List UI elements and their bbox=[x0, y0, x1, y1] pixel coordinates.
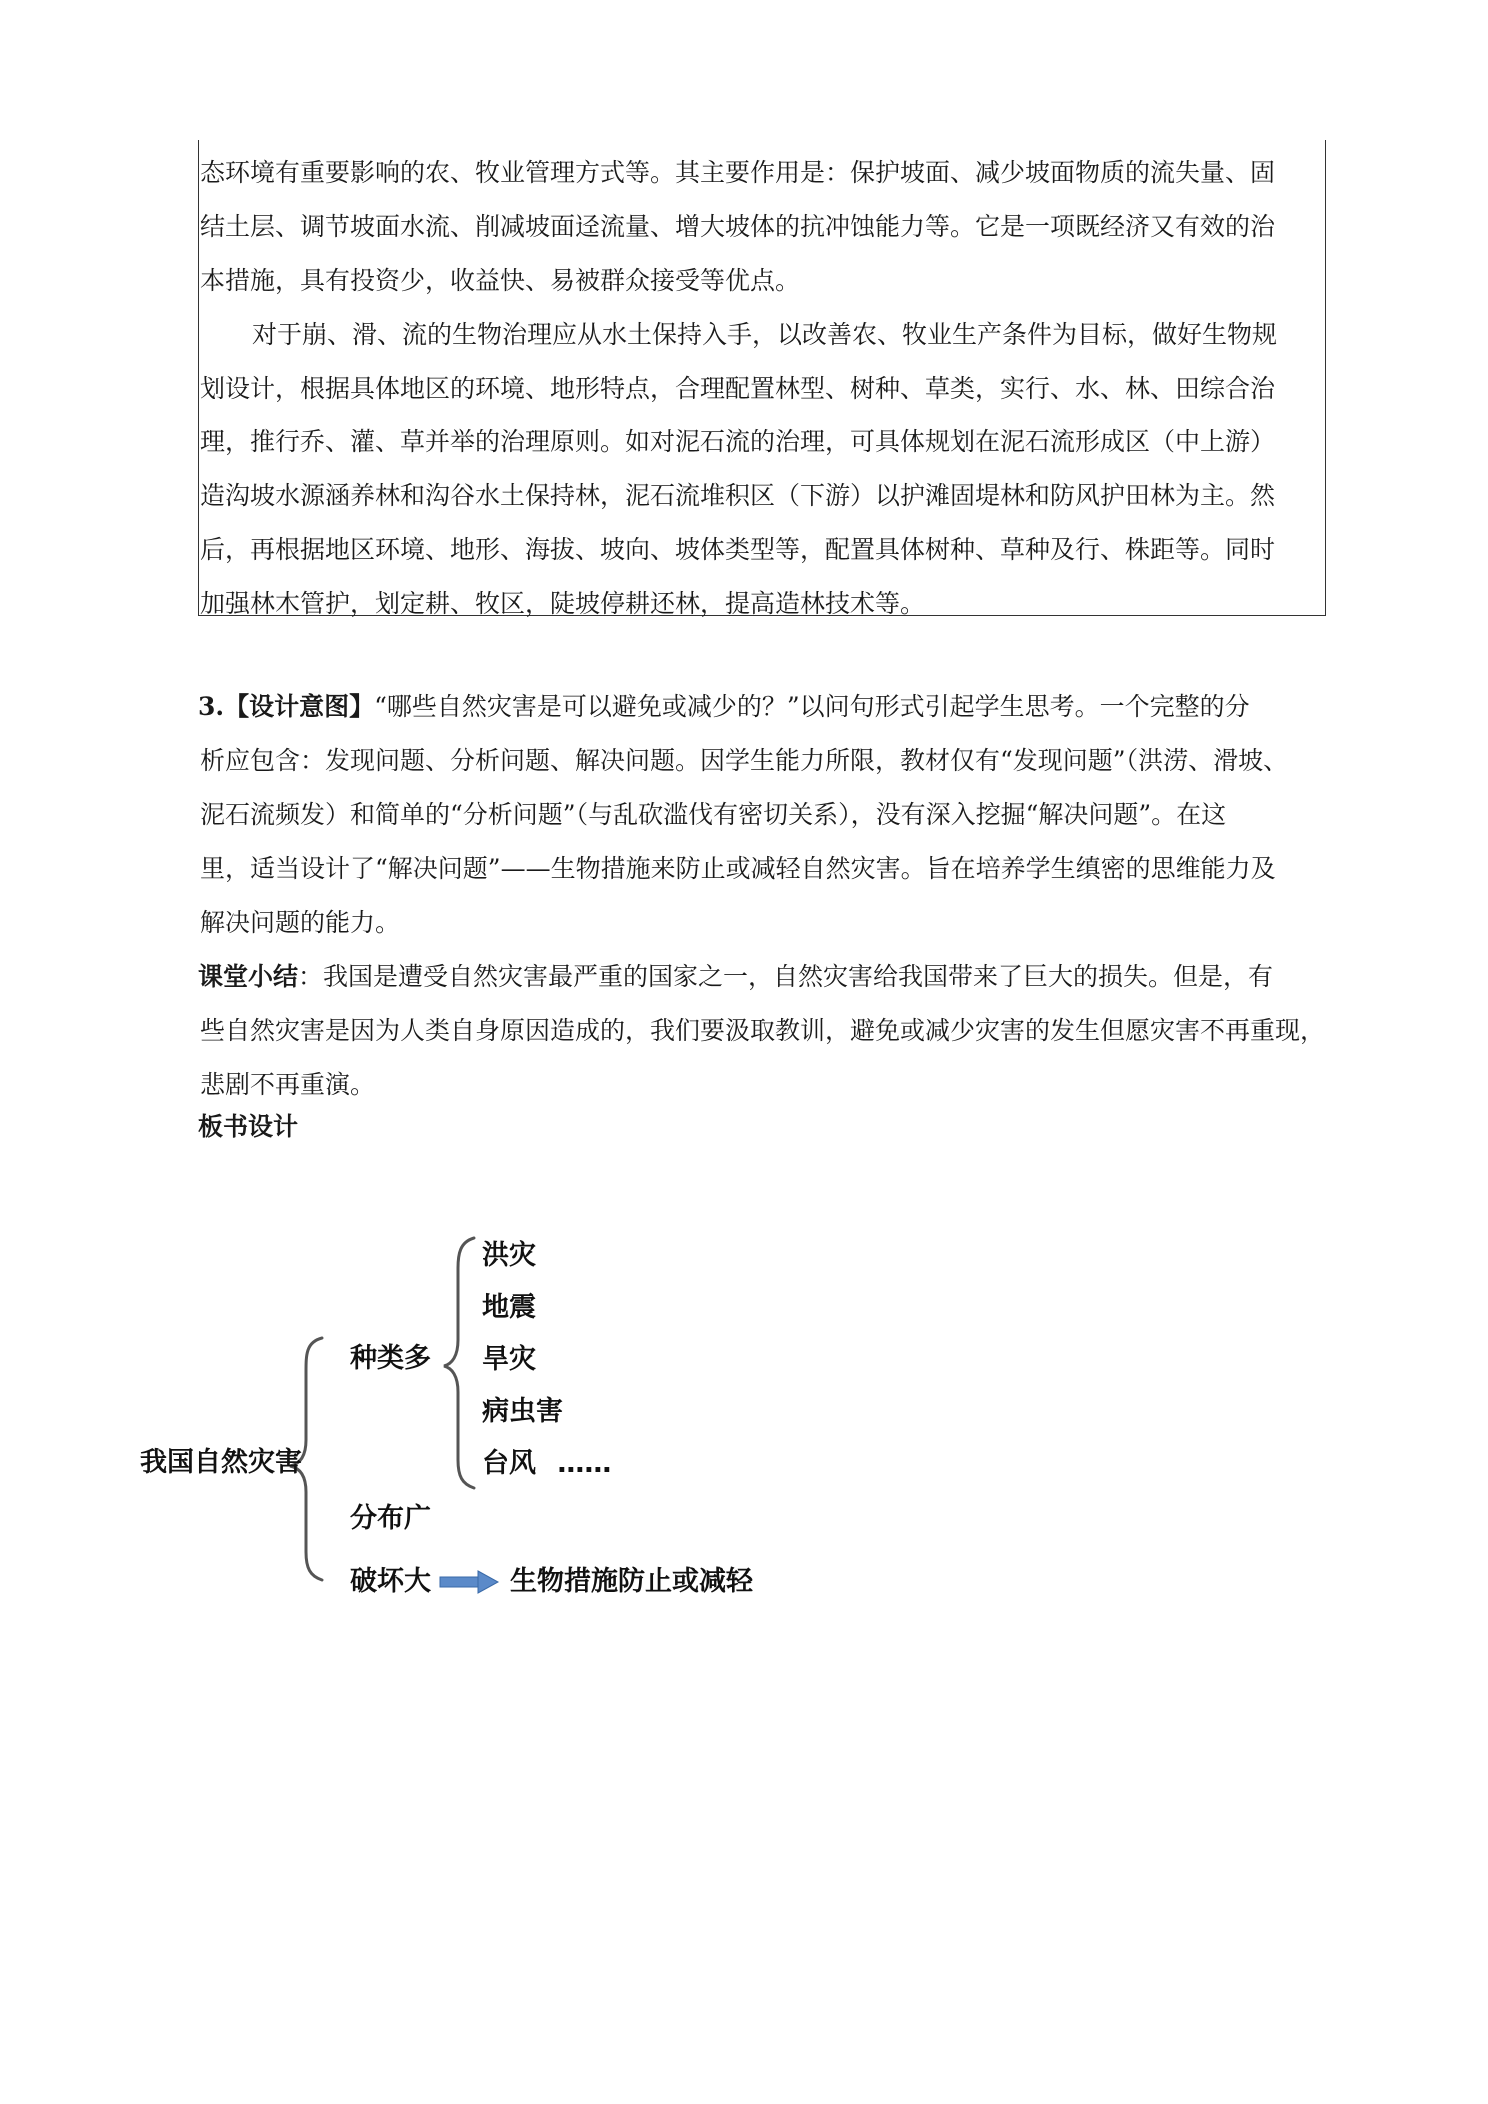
types-brace bbox=[444, 1238, 474, 1488]
branch-distribution: 分布广 bbox=[350, 1503, 431, 1534]
box-line-4: 对于崩、滑、流的生物治理应从水土保持入手，以改善农、牧业生产条件为目标，做好生物规 bbox=[252, 320, 1278, 349]
branch-types: 种类多 bbox=[350, 1343, 431, 1374]
box-line-1: 态环境有重要影响的农、牧业管理方式等。其主要作用是：保护坡面、减少坡面物质的流失量、固 bbox=[200, 158, 1276, 187]
box-line-5: 划设计，根据具体地区的环境、地形特点，合理配置林型、树种、草类，实行、水、林、田综合治 bbox=[200, 374, 1276, 403]
box-line-6: 理，推行乔、灌、草并举的治理原则。如对泥石流的治理，可具体规划在泥石流形成区（中上游） bbox=[200, 427, 1276, 456]
solution-text: 生物措施防止或减轻 bbox=[510, 1566, 753, 1597]
summary-line-3: 悲剧不再重演。 bbox=[200, 1070, 376, 1099]
branch-damage: 破坏大 bbox=[350, 1566, 431, 1597]
summary-label: 课堂小结 bbox=[198, 962, 299, 991]
summary-text-1: ：我国是遭受自然灾害最严重的国家之一，自然灾害给我国带来了巨大的损失。但是，有 bbox=[298, 962, 1274, 991]
root-node: 我国自然灾害 bbox=[140, 1447, 302, 1478]
type-item-flood: 洪灾 bbox=[482, 1240, 536, 1271]
type-item-typhoon-label: 台风 bbox=[482, 1448, 536, 1479]
box-line-8: 后，再根据地区环境、地形、海拔、坡向、坡体类型等，配置具体树种、草种及行、株距等。同时 bbox=[200, 535, 1276, 564]
design-intent-text-1: “哪些自然灾害是可以避免或减少的？”以问句形式引起学生思考。一个完整的分 bbox=[374, 692, 1250, 721]
type-item-earthquake: 地震 bbox=[482, 1292, 536, 1323]
type-item-typhoon bbox=[482, 1448, 611, 1480]
design-intent-line-2: 析应包含：发现问题、分析问题、解决问题。因学生能力所限，教材仅有“发现问题”（洪涝、滑坡、 bbox=[200, 746, 1289, 775]
solution-arrow bbox=[440, 1571, 498, 1593]
box-line-3: 本措施，具有投资少，收益快、易被群众接受等优点。 bbox=[200, 266, 801, 295]
design-intent-line-3: 泥石流频发）和简单的“分析问题”（与乱砍滥伐有密切关系），没有深入挖掘“解决问题”。在这 bbox=[200, 800, 1227, 829]
design-intent-line-4: 里，适当设计了“解决问题”——生物措施来防止或减轻自然灾害。旨在培养学生缜密的思维能力及 bbox=[200, 854, 1276, 883]
design-intent-line-5: 解决问题的能力。 bbox=[200, 908, 401, 937]
box-line-9: 加强林木管护，划定耕、牧区，陡坡停耕还林，提高造林技术等。 bbox=[200, 589, 926, 618]
board-design-heading: 板书设计 bbox=[198, 1112, 299, 1141]
design-intent-label: 3.【设计意图】 bbox=[198, 692, 375, 721]
box-line-7: 造沟坡水源涵养林和沟谷水土保持林，泥石流堆积区（下游）以护滩固堤林和防风护田林为主。然 bbox=[200, 481, 1276, 510]
box-line-2: 结土层、调节坡面水流、削减坡面迳流量、增大坡体的抗冲蚀能力等。它是一项既经济又有效的治 bbox=[200, 212, 1276, 241]
type-item-drought: 旱灾 bbox=[482, 1344, 536, 1375]
types-ellipsis: …… bbox=[557, 1448, 612, 1479]
type-item-pests: 病虫害 bbox=[482, 1396, 563, 1427]
summary-line-2: 些自然灾害是因为人类自身原因造成的，我们要汲取教训，避免或减少灾害的发生但愿灾害不再重现， bbox=[200, 1016, 1326, 1045]
